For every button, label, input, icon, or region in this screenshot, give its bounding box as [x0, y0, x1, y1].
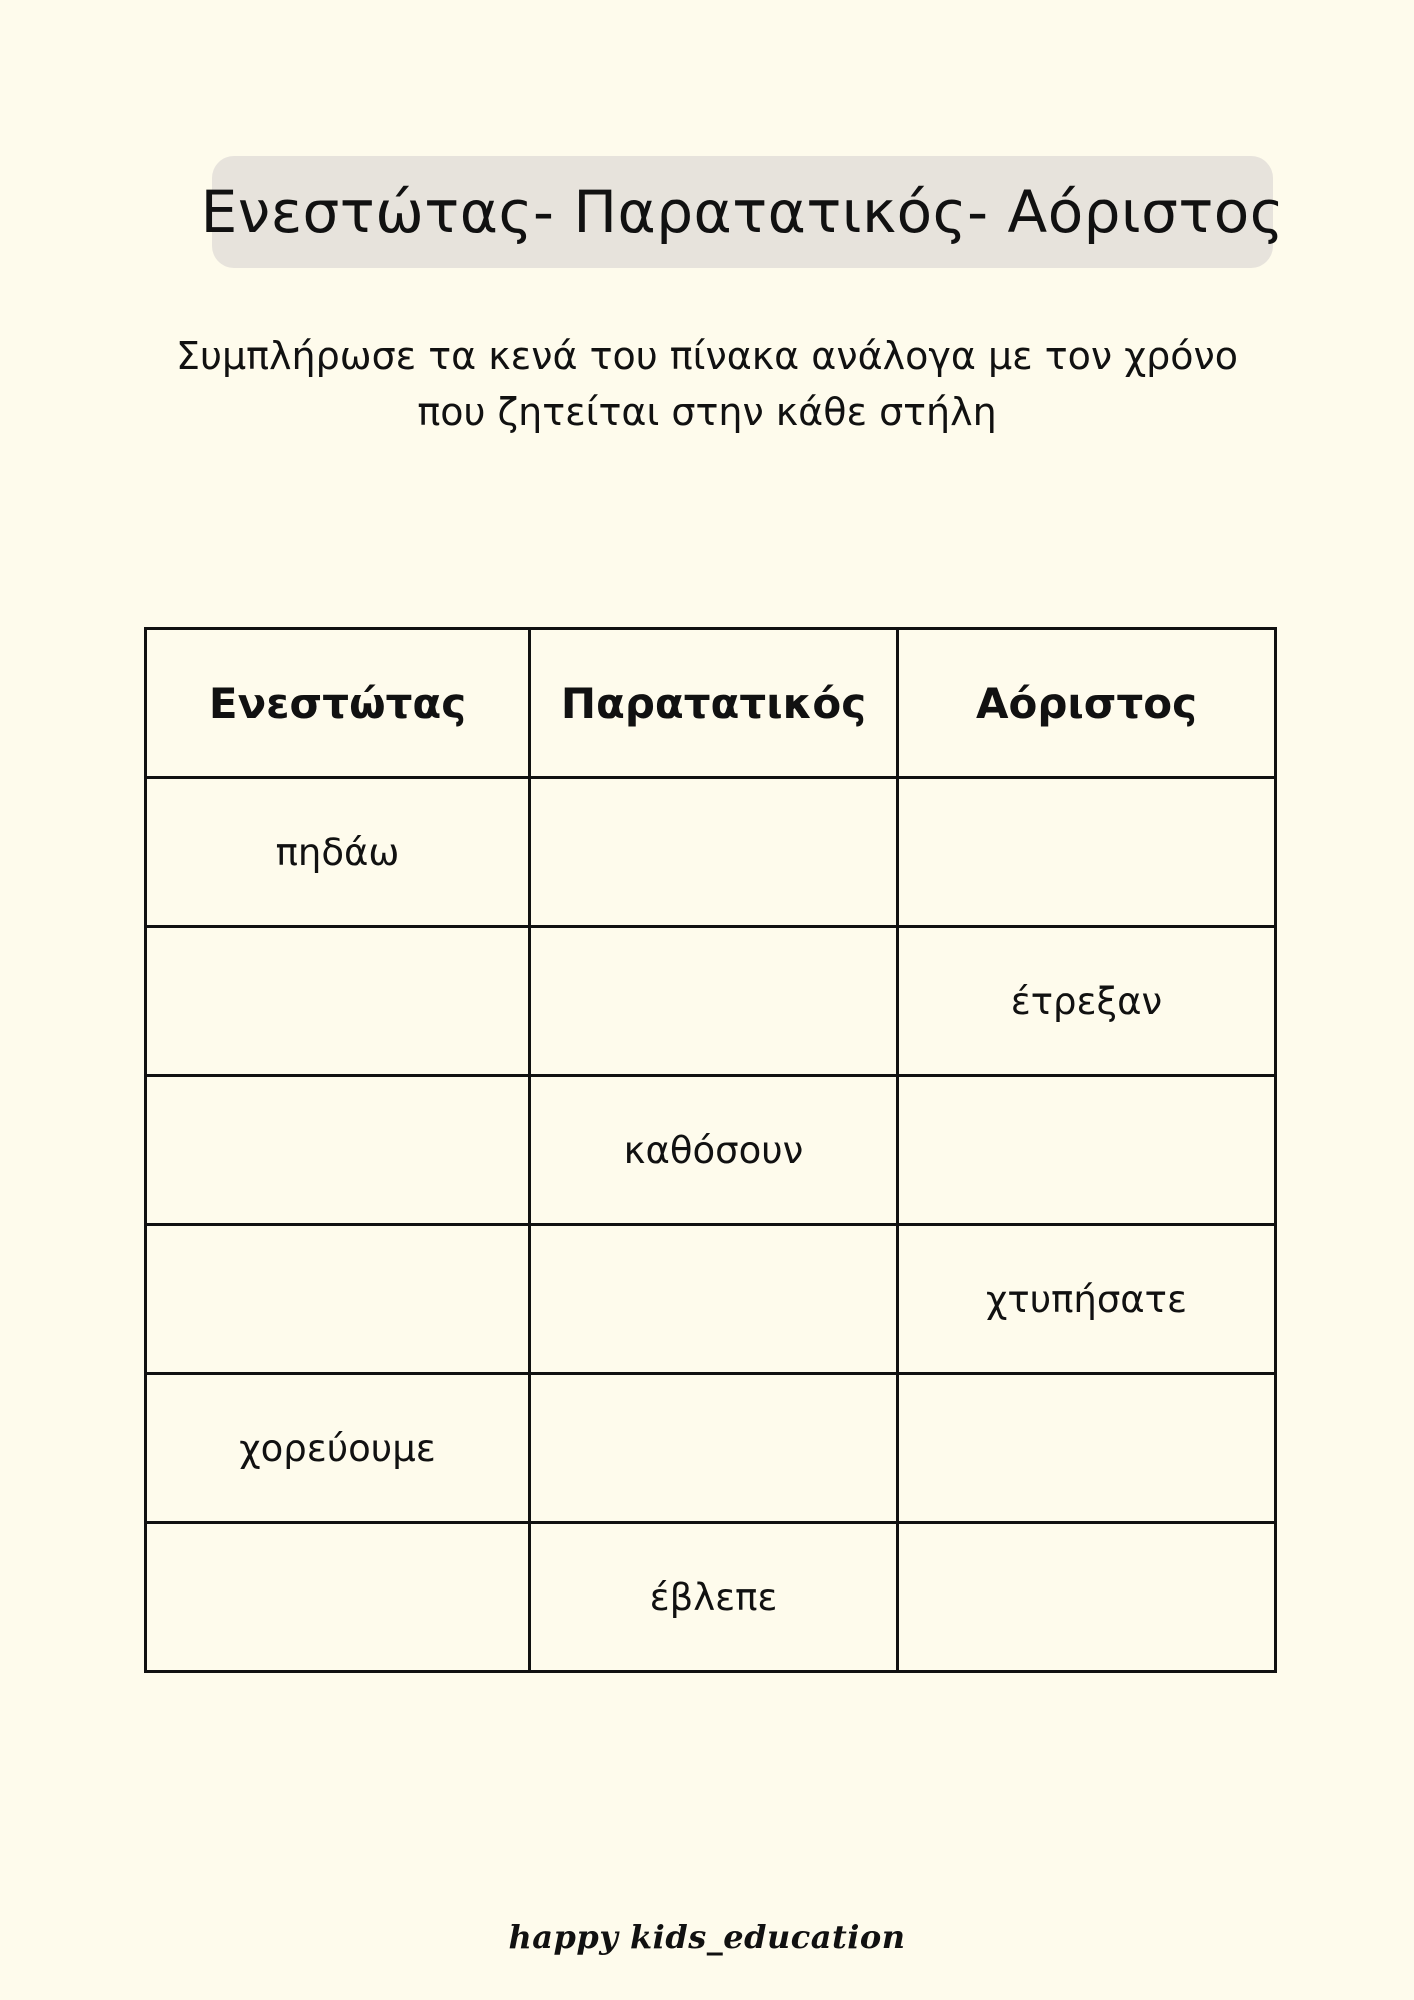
- table-cell: [146, 1076, 530, 1225]
- table-cell: χορεύουμε: [146, 1374, 530, 1523]
- tense-table: [144, 627, 1277, 1673]
- table-cell: έτρεξαν: [898, 927, 1276, 1076]
- table-cell: [898, 1374, 1276, 1523]
- table-cell: [146, 927, 530, 1076]
- brand-signature: happy kids_education: [508, 1918, 906, 1956]
- table-cell: [530, 927, 898, 1076]
- header-aorist: Αόριστος: [898, 629, 1276, 778]
- header-imperfect: Παρατατικός: [530, 629, 898, 778]
- table-cell: [146, 1225, 530, 1374]
- table-cell: χτυπήσατε: [898, 1225, 1276, 1374]
- header-present: Ενεστώτας: [146, 629, 530, 778]
- table-row: [146, 1523, 1276, 1672]
- table-row: [146, 927, 1276, 1076]
- table-cell: πηδάω: [146, 778, 530, 927]
- table-row: [146, 778, 1276, 927]
- instructions-line-1: Συμπλήρωσε τα κενά του πίνακα ανάλογα με τον χρόνο: [176, 334, 1238, 378]
- table-cell: καθόσουν: [530, 1076, 898, 1225]
- table-cell: [898, 778, 1276, 927]
- title-banner: [200, 156, 1285, 268]
- table-row: [146, 1076, 1276, 1225]
- table-header-row: [146, 629, 1276, 778]
- table-cell: [530, 1225, 898, 1374]
- instructions: [100, 328, 1314, 440]
- table-cell: [898, 1523, 1276, 1672]
- table-cell: [898, 1076, 1276, 1225]
- table-cell: [530, 778, 898, 927]
- table-cell: [530, 1374, 898, 1523]
- table-row: [146, 1225, 1276, 1374]
- instructions-line-2: που ζητείται στην κάθε στήλη: [417, 390, 997, 434]
- table-cell: [146, 1523, 530, 1672]
- page-title: Ενεστώτας- Παρατατικός- Αόριστος: [200, 178, 1285, 246]
- table-cell: έβλεπε: [530, 1523, 898, 1672]
- table-row: [146, 1374, 1276, 1523]
